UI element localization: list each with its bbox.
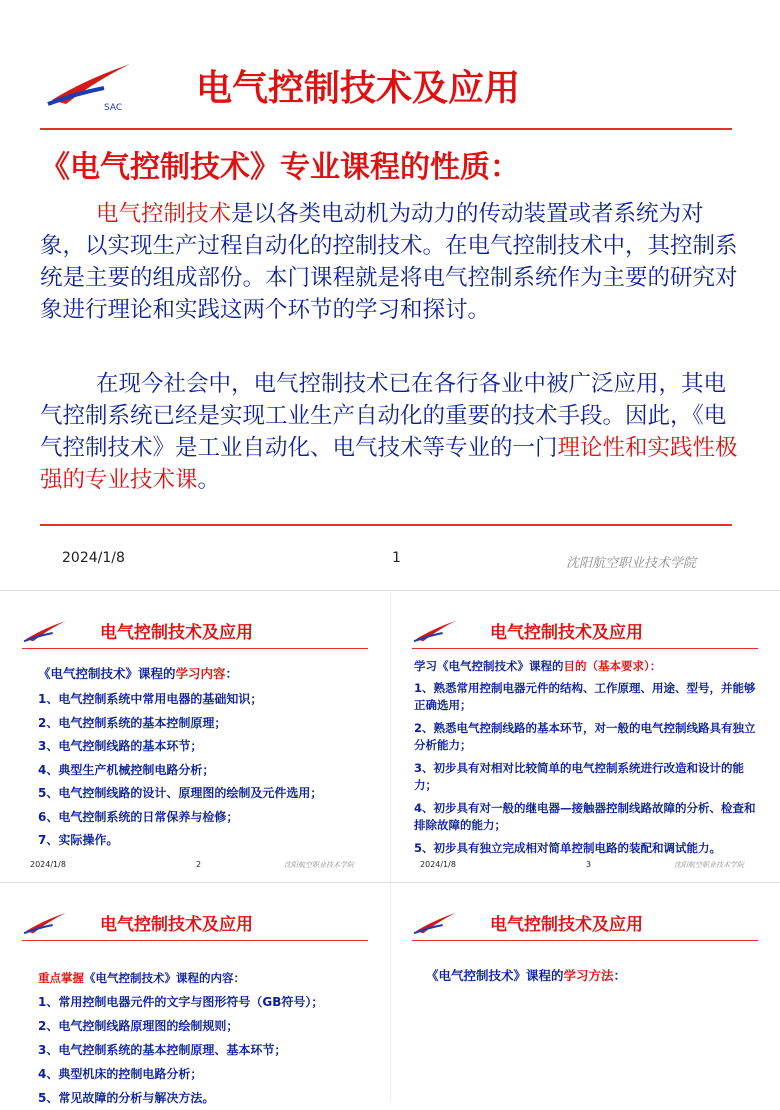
list-item: 2、熟悉电气控制线路的基本环节，对一般的电气控制线路具有独立分析能力； bbox=[414, 721, 756, 752]
title-divider bbox=[22, 648, 368, 649]
footer-divider bbox=[40, 524, 732, 526]
heading-highlight: 目的 bbox=[563, 659, 587, 673]
heading-part-c: ： bbox=[613, 968, 627, 983]
list-item: 4、典型机床的控制电路分析； bbox=[38, 1067, 203, 1081]
title-divider bbox=[22, 940, 368, 941]
slide1-paragraph-1 bbox=[40, 198, 740, 326]
slide3-title: 电气控制技术及应用 bbox=[490, 623, 643, 643]
page-number: 2 bbox=[196, 860, 202, 869]
list-item: 4、典型生产机械控制电路分析； bbox=[38, 762, 215, 777]
footer-date: 2024/1/8 bbox=[62, 550, 125, 566]
highlight-term: 电气控制技术 bbox=[96, 201, 232, 227]
sac-logo bbox=[22, 618, 68, 646]
slide-separator bbox=[0, 882, 780, 883]
sac-logo bbox=[412, 910, 458, 938]
highlight-course-type: 理论性和实践性极强的专业技术课 bbox=[40, 435, 738, 493]
slide1-paragraph-2 bbox=[40, 368, 740, 496]
list-item: 5、初步具有独立完成相对简单控制电路的装配和调试能力。 bbox=[414, 841, 721, 855]
slide4-title: 电气控制技术及应用 bbox=[100, 915, 253, 935]
paragraph-1-text: 是以各类电动机为动力的传动装置或者系统为对象，以实现生产过程自动化的控制技术。在电气控制技术中，其控制系统是主要的组成部份。本门课程就是将电气控制系统作为主要的研究对象进行理论和实践这两个环节的学习和探讨。 bbox=[40, 201, 738, 323]
school-name: 沈阳航空职业技术学院 bbox=[284, 861, 354, 869]
list-item: 1、常用控制电器元件的文字与图形符号（GB符号）； bbox=[38, 995, 324, 1009]
slide4-key-list bbox=[38, 990, 383, 1110]
slide1-heading: 《电气控制技术》专业课程的性质： bbox=[40, 150, 520, 185]
list-item: 3、电气控制系统的基本控制原理、基本环节； bbox=[38, 1043, 287, 1057]
slide2-title: 电气控制技术及应用 bbox=[100, 623, 253, 643]
heading-part-a: 《电气控制技术》课程的 bbox=[38, 666, 176, 681]
list-item: 1、电气控制系统中常用电器的基础知识； bbox=[38, 692, 263, 706]
slide5-title: 电气控制技术及应用 bbox=[490, 915, 643, 935]
list-item: 3、电气控制线路的基本环节； bbox=[38, 739, 203, 753]
slide3-heading bbox=[414, 658, 661, 674]
slide-5 bbox=[390, 884, 780, 1102]
slide2-content-list bbox=[38, 688, 378, 853]
paragraph-2-text: 在现今社会中，电气控制技术已在各行各业中被广泛应用，其电气控制系统已经是实现工业生产自动化的重要的技术手段。因此，《电气控制技术》是工业自动化、电气技术等专业的一门 bbox=[40, 371, 727, 461]
sac-logo bbox=[44, 60, 134, 112]
list-item: 5、电气控制线路的设计、原理图的绘制及元件选用； bbox=[38, 786, 323, 800]
footer-date: 2024/1/8 bbox=[30, 860, 66, 869]
list-item: 7、实际操作。 bbox=[38, 833, 119, 847]
heading-highlight: 学习方法 bbox=[563, 968, 614, 983]
heading-part-c: （基本要求）： bbox=[586, 659, 662, 673]
slide-2 bbox=[0, 592, 390, 882]
sac-logo bbox=[22, 910, 68, 938]
page-number: 1 bbox=[392, 550, 401, 566]
heading-highlight: 学习内容 bbox=[175, 666, 226, 681]
slide2-heading bbox=[38, 664, 238, 682]
slide5-heading bbox=[426, 966, 626, 984]
heading-part-a: 《电气控制技术》课程的 bbox=[426, 968, 564, 983]
list-item: 1、熟悉常用控制电器元件的结构、工作原理、用途、型号，并能够正确选用； bbox=[414, 681, 756, 712]
page-number: 3 bbox=[586, 860, 592, 869]
footer-date: 2024/1/8 bbox=[420, 860, 456, 869]
heading-highlight: 重点掌握 bbox=[38, 971, 84, 985]
heading-part-b: 《电气控制技术》课程的内容： bbox=[84, 971, 245, 985]
list-item: 2、电气控制系统的基本控制原理； bbox=[38, 715, 227, 730]
title-divider bbox=[412, 648, 758, 649]
list-item: 6、电气控制系统的日常保养与检修； bbox=[38, 809, 239, 824]
slide-4 bbox=[0, 884, 390, 1105]
list-item: 5、常见故障的分析与解决方法。 bbox=[38, 1091, 215, 1105]
sac-logo bbox=[412, 618, 458, 646]
list-item: 4、初步具有对一般的继电器—接触器控制线路故障的分析、检查和排除故障的能力； bbox=[414, 801, 756, 832]
slide-3 bbox=[390, 592, 780, 882]
school-name: 沈阳航空职业技术学院 bbox=[566, 556, 697, 571]
slide3-goal-list bbox=[414, 680, 766, 864]
page-title: 电气控制技术及应用 bbox=[196, 67, 521, 109]
list-item: 2、电气控制线路原理图的绘制规则； bbox=[38, 1019, 239, 1033]
list-item: 3、初步具有对相对比较简单的电气控制系统进行改造和设计的能力； bbox=[414, 761, 744, 792]
slide4-heading bbox=[38, 970, 245, 986]
school-name: 沈阳航空职业技术学院 bbox=[674, 861, 744, 869]
paragraph-2-end: 。 bbox=[197, 467, 221, 493]
logo-text: SAC bbox=[104, 103, 123, 112]
heading-part-a: 学习《电气控制技术》课程的 bbox=[414, 659, 564, 673]
heading-part-c: ： bbox=[225, 666, 239, 681]
title-divider bbox=[40, 128, 732, 130]
title-divider bbox=[412, 940, 758, 941]
